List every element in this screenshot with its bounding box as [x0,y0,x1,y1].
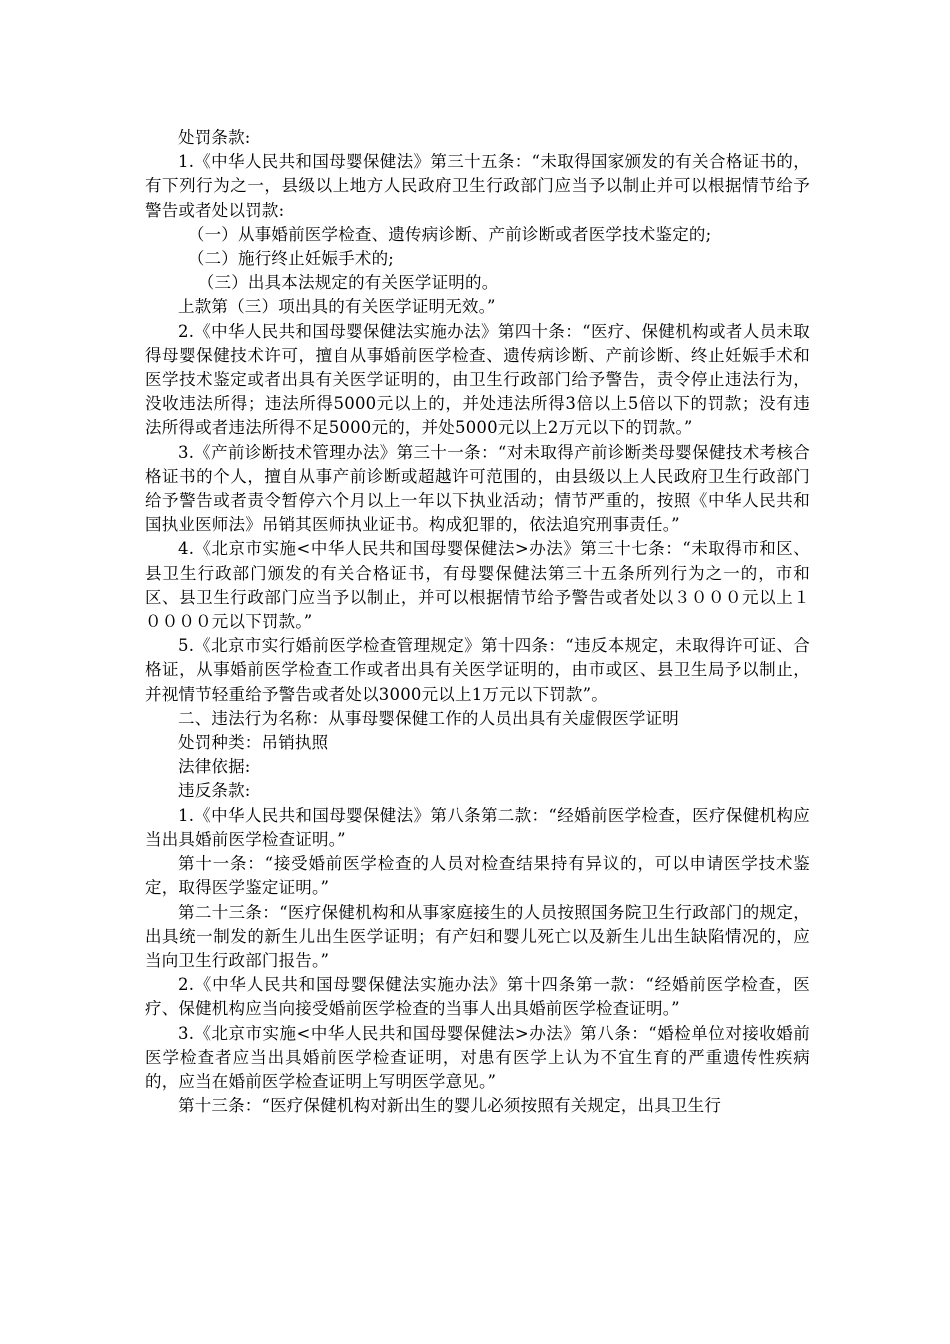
paragraph-item-1: （一）从事婚前医学检查、遗传病诊断、产前诊断或者医学技术鉴定的; [187,224,712,244]
paragraph-beijing-article-13: 第十三条：“医疗保健机构对新出生的婴儿必须按照有关规定，出具卫生行 [178,1096,722,1116]
paragraph-penalty-type: 处罚种类：吊销执照 [178,733,329,753]
paragraph-implementation-article-40: 2.《中华人民共和国母婴保健法实施办法》第四十条：“医疗、保健机构或者人员未取得母婴保健技术许可，擅自从事婚前医学检查、遗传病诊断、产前诊断、终止妊娠手术和医学技术鉴定或者出具有关医学证明的，由卫生行政部门给予警告，责令停止违法行为，没收违法所得；违法所得5000元以上的，并处违法所得3倍以上5倍以下的罚款；没有违法所得或者违法所得不足5000元的，并处5000元以上2万元以下的罚款。” [145,321,810,438]
paragraph-prenatal-article-31: 3.《产前诊断技术管理办法》第三十一条：“对未取得产前诊断类母婴保健技术考核合格证书的个人，擅自从事产前诊断或超越许可范围的，由县级以上人民政府卫生行政部门给予警告或者责令暂停六个月以上一年以下执业活动；情节严重的，按照《中华人民共和国执业医师法》吊销其医师执业证书。构成犯罪的，依法追究刑事责任。” [145,442,810,535]
paragraph-law-article-11: 第十一条：“接受婚前医学检查的人员对检查结果持有异议的，可以申请医学技术鉴定，取得医学鉴定证明。” [145,854,810,898]
paragraph-violation-name-2: 二、违法行为名称：从事母婴保健工作的人员出具有关虚假医学证明 [178,708,679,728]
document-body [145,126,810,1118]
paragraph-item-2: （二）施行终止妊娠手术的; [187,249,395,269]
paragraph-item-3-invalid: 上款第（三）项出具的有关医学证明无效。” [178,297,496,317]
paragraph-violated-clauses: 违反条款: [178,781,251,801]
paragraph-law-article-35: 1.《中华人民共和国母婴保健法》第三十五条：“未取得国家颁发的有关合格证书的，有下列行为之一，县级以上地方人民政府卫生行政部门应当予以制止并可以根据情节给予警告或者处以罚款: [145,152,810,220]
paragraph-legal-basis: 法律依据: [178,757,251,777]
paragraph-penalty-clauses-heading: 处罚条款: [178,128,251,147]
paragraph-implementation-article-14: 2.《中华人民共和国母婴保健法实施办法》第十四条第一款：“经婚前医学检查，医疗、保健机构应当向接受婚前医学检查的当事人出具婚前医学检查证明。” [145,975,810,1019]
paragraph-beijing-article-8: 3.《北京市实施<中华人民共和国母婴保健法>办法》第八条：“婚检单位对接收婚前医学检查者应当出具婚前医学检查证明，对患有医学上认为不宜生育的严重遗传性疾病的，应当在婚前医学检查证明上写明医学意见。” [145,1023,810,1091]
paragraph-law-article-8: 1.《中华人民共和国母婴保健法》第八条第二款：“经婚前医学检查，医疗保健机构应当出具婚前医学检查证明。” [145,805,810,849]
paragraph-beijing-article-37: 4.《北京市实施<中华人民共和国母婴保健法>办法》第三十七条：“未取得市和区、县卫生行政部门颁发的有关合格证书，有母婴保健法第三十五条所列行为之一的，市和区、县卫生行政部门应当予以制止，并可以根据情节给予警告或者处以３０００元以上１００００元以下罚款。” [145,539,810,632]
paragraph-item-3: （三）出具本法规定的有关医学证明的。 [197,273,499,293]
paragraph-beijing-marriage-article-14: 5.《北京市实行婚前医学检查管理规定》第十四条：“违反本规定，未取得许可证、合格证，从事婚前医学检查工作或者出具有关医学证明的，由市或区、县卫生局予以制止，并视情节轻重给予警告或者处以3000元以上1万元以下罚款”。 [145,636,810,704]
paragraph-law-article-23: 第二十三条：“医疗保健机构和从事家庭接生的人员按照国务院卫生行政部门的规定，出具统一制发的新生儿出生医学证明；有产妇和婴儿死亡以及新生儿出生缺陷情况的，应当向卫生行政部门报告。” [145,902,810,970]
